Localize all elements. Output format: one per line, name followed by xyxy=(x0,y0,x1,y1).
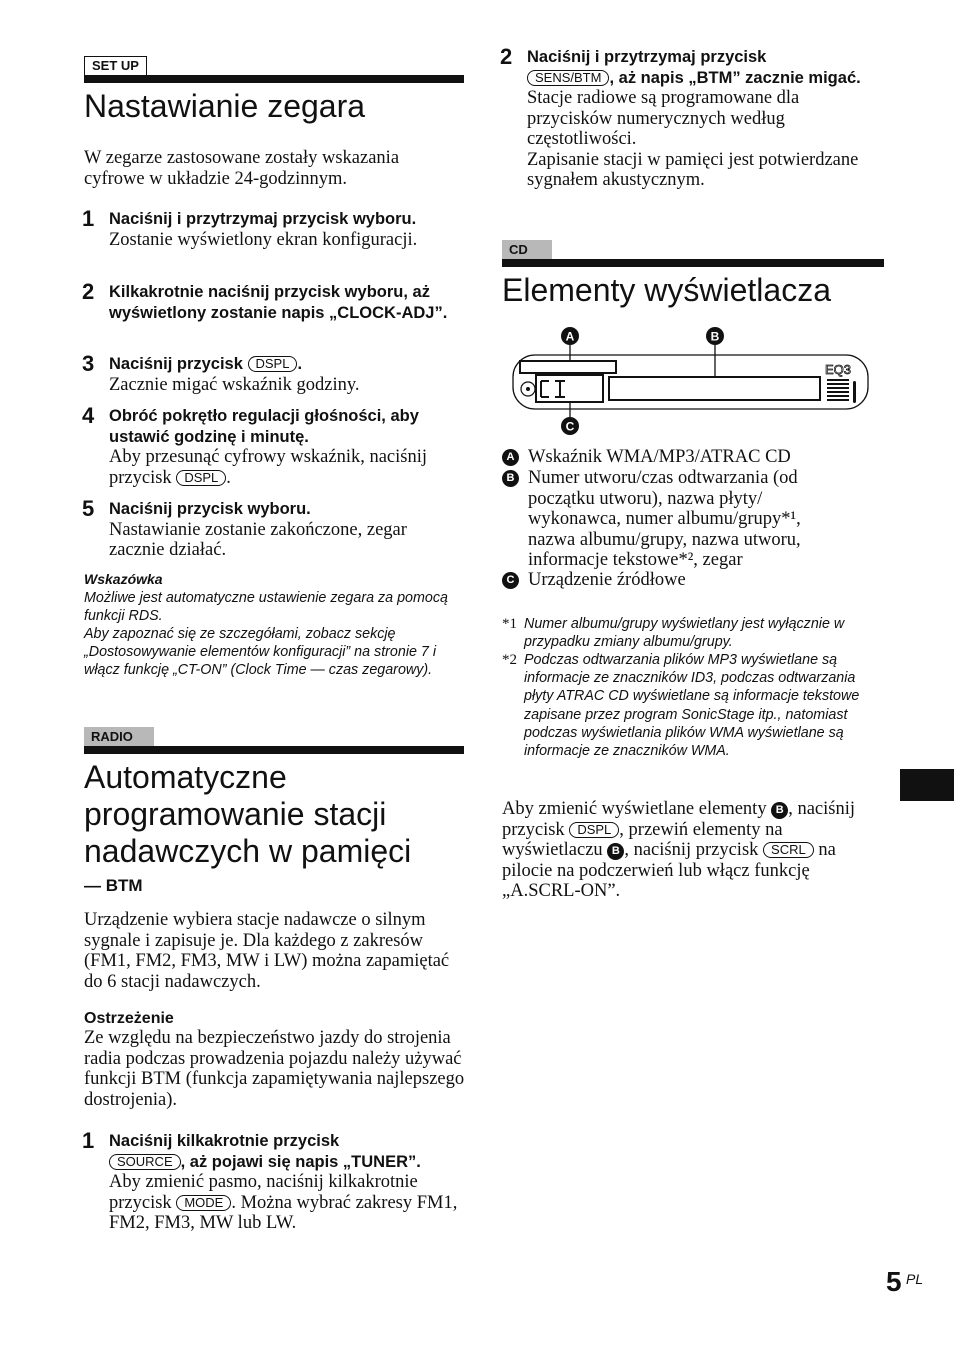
step-body: Zostanie wyświetlony ekran konfiguracji. xyxy=(109,229,418,250)
section-rule xyxy=(84,75,464,83)
legend-text: Wskaźnik WMA/MP3/ATRAC CD xyxy=(528,447,791,467)
step-heading: Obróć pokrętło regulacji głośności, aby ustawić godzinę i minutę. xyxy=(109,407,419,446)
display-closing xyxy=(502,799,886,902)
radio-tag: RADIO xyxy=(84,727,154,747)
setup-tag: SET UP xyxy=(84,56,147,76)
btm-title-line-2: programowanie stacji xyxy=(84,796,387,832)
step-heading xyxy=(109,1131,466,1172)
side-tab-marker xyxy=(900,769,954,801)
warning-title: Ostrzeżenie xyxy=(84,1010,174,1027)
section-rule xyxy=(84,746,464,754)
callout-b-badge: B xyxy=(771,802,788,819)
dspl-button-label: DSPL xyxy=(569,822,619,838)
display-title: Elementy wyświetlacza xyxy=(502,272,831,308)
section-rule xyxy=(502,259,884,267)
dspl-button-label: DSPL xyxy=(176,470,226,486)
footnote-2 xyxy=(502,651,884,760)
btm-subtitle: — BTM xyxy=(84,876,143,895)
dspl-button-label: DSPL xyxy=(248,356,298,372)
text-area-b xyxy=(609,377,820,400)
step-body-2: Zapisanie stacji w pamięci jest potwierdzane sygnałem akustycznym. xyxy=(527,149,859,190)
callout-b-badge: B xyxy=(607,843,624,860)
step-number: 3 xyxy=(82,351,95,376)
callout-c-label: C xyxy=(565,419,575,434)
step-number: 2 xyxy=(500,44,513,69)
step-heading: Naciśnij i przytrzymaj przycisk wyboru. xyxy=(109,210,417,228)
closing-text: na pilocie na podczerwień lub włącz funkcję „A.SCRL-ON”. xyxy=(502,840,836,901)
page-language: PL xyxy=(906,1271,924,1287)
step-heading-end: . xyxy=(297,355,303,373)
step-number: 1 xyxy=(82,1128,95,1153)
callout-b-badge: B xyxy=(502,470,519,487)
tip-title: Wskazówka xyxy=(84,571,163,587)
step-heading xyxy=(527,47,884,88)
callout-c-badge: C xyxy=(502,572,519,589)
source-button-label: SOURCE xyxy=(109,1154,181,1170)
closing-text: Aby zmienić wyświetlane elementy xyxy=(502,799,772,819)
step-heading xyxy=(109,354,464,375)
callout-b-label: B xyxy=(710,329,720,344)
scrl-button-label: SCRL xyxy=(763,842,814,858)
page-number: 5 xyxy=(886,1266,902,1297)
step-heading: Kilkakrotnie naciśnij przycisk wyboru, aż wyświetlony zostanie napis „CLOCK-ADJ”. xyxy=(109,283,448,322)
step-body xyxy=(109,447,464,488)
step-heading-text: Naciśnij i przytrzymaj przycisk xyxy=(527,48,767,66)
footnote-mark: *2 xyxy=(502,652,517,668)
clock-step-4 xyxy=(82,403,464,488)
clock-step-2 xyxy=(82,279,464,323)
clock-intro: W zegarze zastosowane zostały wskazania cyfrowe w układzie 24-godzinnym. xyxy=(84,148,400,189)
step-number: 4 xyxy=(82,403,95,428)
clock-title: Nastawianie zegara xyxy=(84,88,366,124)
btm-title-line-3: nadawczych w pamięci xyxy=(84,833,412,869)
legend-item-a xyxy=(502,447,884,468)
sens-btm-button-label: SENS/BTM xyxy=(527,70,609,86)
footnote-1 xyxy=(502,615,884,651)
legend-item-b xyxy=(502,468,838,571)
step-heading-end: , aż napis „BTM” zacznie migać. xyxy=(609,68,861,87)
step-body xyxy=(109,1172,466,1234)
step-heading-text: Naciśnij przycisk xyxy=(109,355,248,373)
closing-text: , naciśnij przycisk xyxy=(624,840,764,860)
step-body: Nastawianie zostanie zakończone, zegar zacznie działać. xyxy=(109,519,407,560)
tip-line-2: Aby zapoznać się ze szczegółami, zobacz sekcję „Dostosowywanie elementów konfiguracji” na stronie 7 i włącz funkcję „CT-ON” (Clock Time — czas zegarowy). xyxy=(84,626,437,679)
step-heading: Naciśnij przycisk wyboru. xyxy=(109,500,311,518)
indicator-area-a xyxy=(520,361,616,373)
btm-step-1 xyxy=(82,1128,466,1234)
step-number: 5 xyxy=(82,496,95,521)
step-body: Zacznie migać wskaźnik godziny. xyxy=(109,374,360,395)
clock-step-3 xyxy=(82,351,464,395)
step-heading-end: , aż pojawi się napis „TUNER”. xyxy=(180,1152,421,1171)
closing-text: , przewiń elementy na wyświetlaczu xyxy=(502,819,783,860)
clock-step-5 xyxy=(82,496,464,561)
btm-intro: Urządzenie wybiera stacje nadawcze o silnym sygnale i zapisuje je. Dla każdego z zakresów (FM1, FM2, FM3, MW i LW) można zapamiętać do 6 stacji nadawczych. xyxy=(84,910,450,992)
display-diagram xyxy=(505,325,885,440)
mode-button-label: MODE xyxy=(176,1195,231,1211)
disc-icon-center xyxy=(526,387,530,391)
btm-step-2 xyxy=(500,44,884,191)
eq-indicator: EQ3 xyxy=(825,362,852,377)
footnote-mark: *1 xyxy=(502,616,517,632)
legend-text: Numer utworu/czas odtwarzania (od początku utworu), nazwa płyty/ wykonawca, numer albumu/grupy*¹, nazwa albumu/grupy, nazwa utworu, informacje tekstowe*², zegar xyxy=(528,468,801,570)
step-body-end: . Można wybrać zakresy FM1, FM2, FM3, MW lub LW. xyxy=(109,1192,458,1233)
btm-title xyxy=(84,759,484,870)
btm-title-line-1: Automatyczne xyxy=(84,759,287,795)
step-body-end: . xyxy=(226,467,231,488)
legend-text: Urządzenie źródłowe xyxy=(528,570,686,590)
callout-a-badge: A xyxy=(502,449,519,466)
step-number: 1 xyxy=(82,206,95,231)
step-body-text: Aby przesunąć cyfrowy wskaźnik, naciśnij przycisk xyxy=(109,447,427,488)
footnote-text: Numer albumu/grupy wyświetlany jest wyłącznie w przypadku zmiany albumu/grupy. xyxy=(524,616,845,651)
closing-text: , naciśnij przycisk xyxy=(502,799,855,840)
callout-a-label: A xyxy=(565,329,575,344)
step-heading-text: Naciśnij kilkakrotnie przycisk xyxy=(109,1132,340,1150)
step-number: 2 xyxy=(82,279,95,304)
warning-text: Ze względu na bezpieczeństwo jazdy do strojenia radia podczas prowadzenia pojazdu należy używać funkcji BTM (funkcja zapamiętywania najlepszego dostrojenia). xyxy=(84,1028,465,1110)
cd-tag: CD xyxy=(502,240,552,260)
step-body-1: Stacje radiowe są programowane dla przycisków numerycznych według częstotliwości. xyxy=(527,88,800,149)
step-body-text: Aby zmienić pasmo, naciśnij kilkakrotnie przycisk xyxy=(109,1172,418,1213)
legend-item-c xyxy=(502,570,884,591)
footnote-text: Podczas odtwarzania plików MP3 wyświetlane są informacje ze znaczników ID3, podczas odtwarzania płyty ATRAC CD wyświetlane są informacje tekstowe zapisane przez program SonicStage itp., natomiast podczas wyświetlania plików WMA wyświetlane są informacje ze znaczników WMA. xyxy=(524,652,860,760)
clock-step-1 xyxy=(82,206,464,250)
tip-line-1: Możliwe jest automatyczne ustawienie zegara za pomocą funkcji RDS. xyxy=(84,590,448,625)
